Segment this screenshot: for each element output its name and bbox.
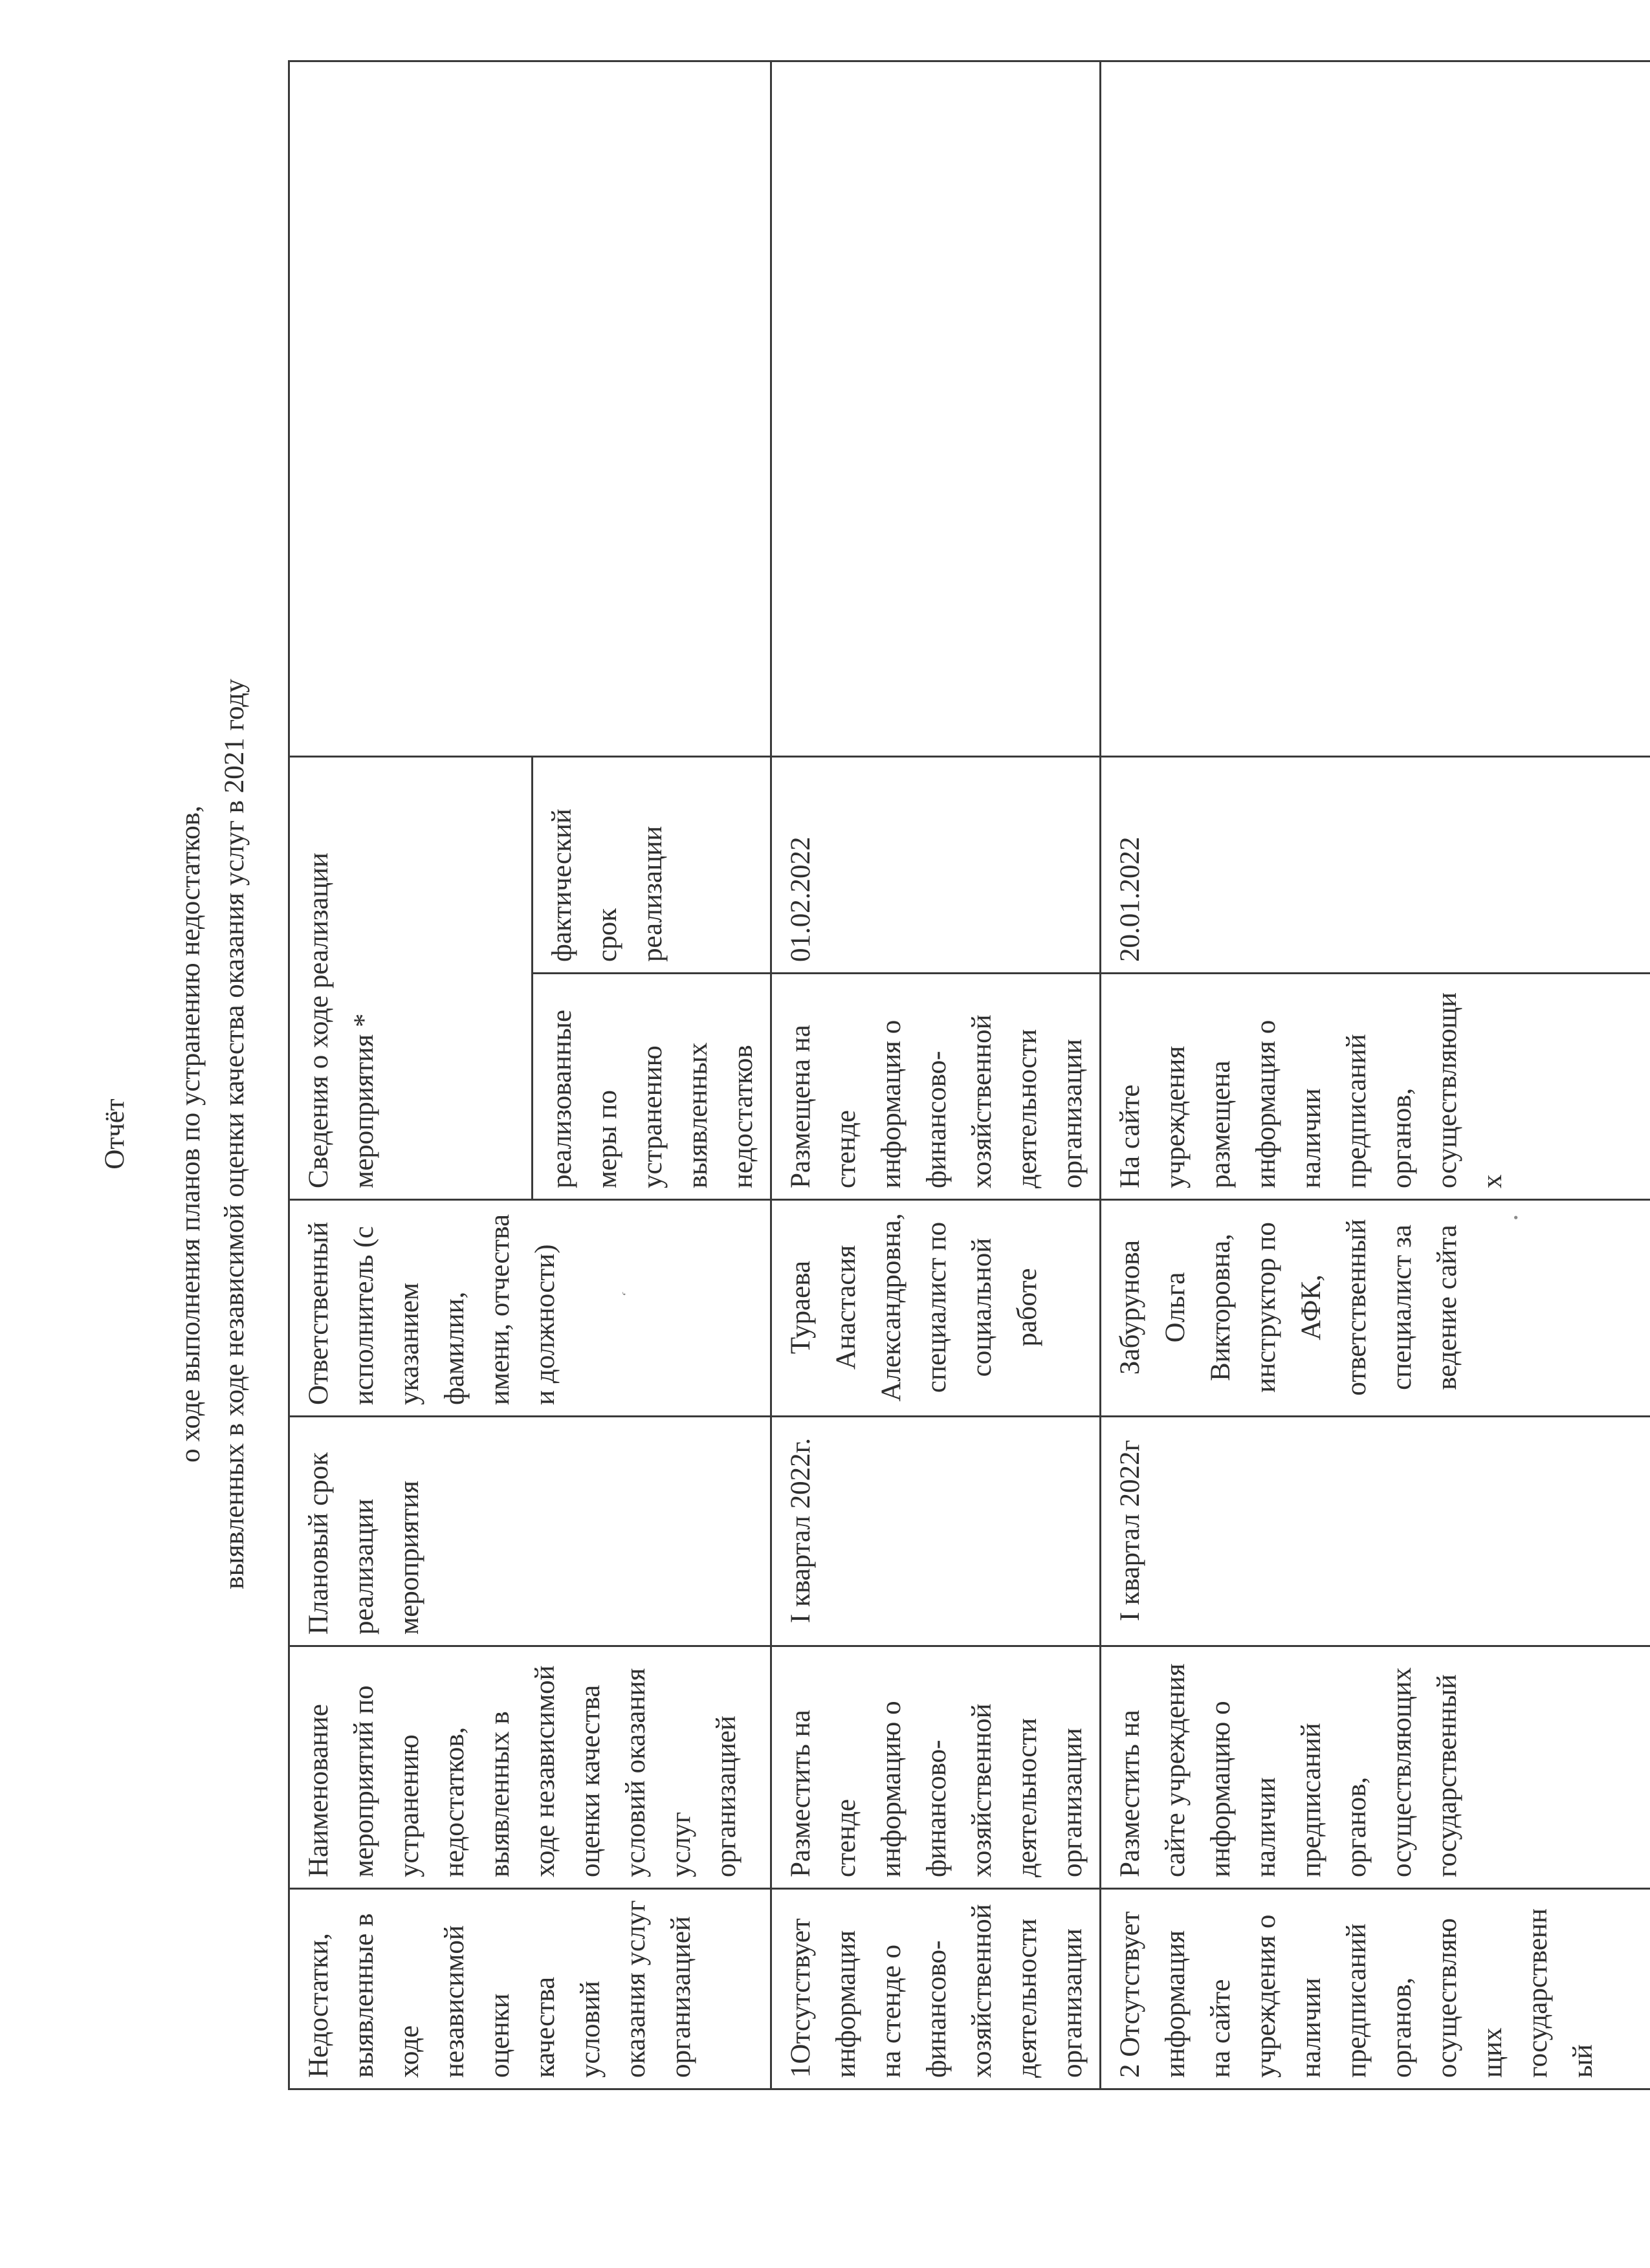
row-1-empty (771, 61, 1101, 757)
table-header-row (289, 61, 533, 2089)
header-implemented-measures: реализованные меры по устранению выявленных недостатков (533, 974, 771, 1200)
row-2-deficiency: 2 Отсутствует информация на сайте учреждения о наличии предписаний органов, осуществляющих государственный (1101, 1889, 1650, 2089)
row-2-responsible: Забурунова Ольга Викторовна, инструктор по АФК, ответственный специалист за ведение сайта (1101, 1200, 1650, 1417)
header-progress-group: Сведения о ходе реализации мероприятия * (289, 757, 533, 1200)
table-row (771, 61, 1101, 2089)
report-subtitle-line1: о ходе выполнения планов по устранению недостатков, (175, 805, 206, 1463)
scan-speck: • (1508, 1215, 1524, 1220)
row-2-implemented: На сайте учреждения размещена информация о наличии предписаний органов, осуществляющих (1101, 974, 1650, 1200)
report-title: Отчёт (100, 1098, 130, 1170)
header-deficiencies: Недостатки, выявленные в ходе независимой оценки качества условий оказания услуг организацией (289, 1889, 771, 2089)
header-actual-term: фактический срок реализации (533, 757, 771, 974)
row-2-measure: Разместить на сайте учреждения информацию о наличии предписаний органов, осуществляющих государственный (1101, 1646, 1650, 1889)
row-1-implemented: Размещена на стенде информация о финансово-хозяйственной деятельности организации (771, 974, 1101, 1200)
header-empty (289, 61, 771, 757)
row-2-actual-term: 20.01.2022 (1101, 757, 1650, 974)
row-1-measure: Разместить на стенде информацию о финансово-хозяйственной деятельности организации (771, 1646, 1101, 1889)
row-2-planned-term: I квартал 2022г (1101, 1417, 1650, 1646)
scan-speck: ‘ (617, 1289, 635, 1302)
row-1-responsible: Тураева Анастасия Александровна, специалист по социальной работе (771, 1200, 1101, 1417)
report-subtitle-line2: выявленных в ходе независимой оценки качества оказания услуг в 2021 году (219, 679, 250, 1589)
row-1-deficiency: 1Отсутствует информация на стенде о финансово-хозяйственной деятельности организации (771, 1889, 1101, 2089)
table-row (1101, 61, 1650, 2089)
header-measures: Наименование мероприятий по устранению недостатков, выявленных в ходе независимой оценки качества условий оказания услуг организацией (289, 1646, 771, 1889)
header-responsible: Ответственный исполнитель (с указанием фамилии, имени, отчества и должности) (289, 1200, 771, 1417)
report-table (288, 60, 1650, 2090)
header-planned-term: Плановый срок реализации мероприятия (289, 1417, 771, 1646)
row-1-planned-term: I квартал 2022г. (771, 1417, 1101, 1646)
row-2-empty (1101, 61, 1650, 757)
row-1-actual-term: 01.02.2022 (771, 757, 1101, 974)
